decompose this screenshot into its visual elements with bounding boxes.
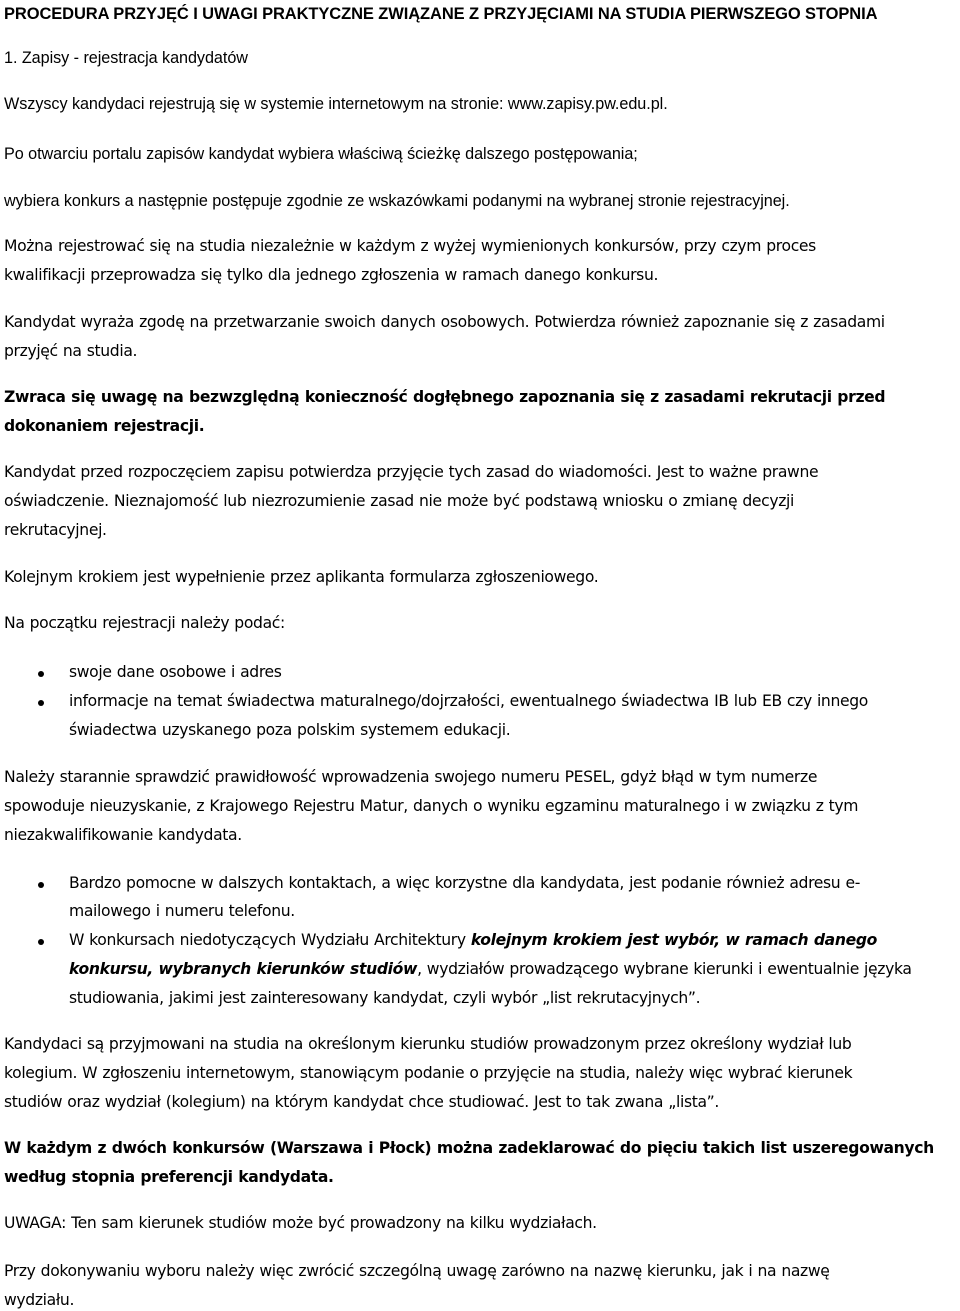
- paragraph-portal-line-1: Po otwarciu portalu zapisów kandydat wybiera właściwą ścieżkę dalszego postępowania;: [4, 145, 638, 163]
- paragraph-declaration-line-3: rekrutacyjnej.: [4, 521, 107, 539]
- paragraph-portal-line-2: wybiera konkurs a następnie postępuje zgodnie ze wskazówkami podanymi na wybranej stronie rejestracyjnej.: [4, 192, 790, 210]
- paragraph-declaration-line-2: oświadczenie. Nieznajomość lub niezrozumienie zasad nie może być podstawą wniosku o zmianę decyzji: [4, 492, 795, 510]
- paragraph-admission-line-1: Kandydaci są przyjmowani na studia na określonym kierunku studiów prowadzonym przez określony wydział lub: [4, 1035, 852, 1053]
- paragraph-pesel-line-1: Należy starannie sprawdzić prawidłowość wprowadzenia swojego numeru PESEL, gdyż błąd w tym numerze: [4, 768, 818, 786]
- paragraph-warning-line-2: dokonaniem rejestracji.: [4, 417, 205, 435]
- bullet-icon: [38, 939, 44, 945]
- paragraph-consent-line-2: przyjęć na studia.: [4, 342, 138, 360]
- paragraph-five-lists-line-2: według stopnia preferencji kandydata.: [4, 1168, 334, 1186]
- bullet-icon: [38, 882, 44, 888]
- list-item-contact-line-2: mailowego i numeru telefonu.: [69, 902, 295, 920]
- paragraph-registration-site: Wszyscy kandydaci rejestrują się w systemie internetowym na stronie: www.zapisy.pw.edu.pl.: [4, 95, 668, 113]
- paragraph-declaration-line-1: Kandydat przed rozpoczęciem zapisu potwierdza przyjęcie tych zasad do wiadomości. Jest to ważne prawne: [4, 463, 819, 481]
- paragraph-choice-attention-line-1: Przy dokonywaniu wyboru należy więc zwrócić szczególną uwagę zarówno na nazwę kierunku, jak i na nazwę: [4, 1262, 830, 1280]
- paragraph-warning-line-1: Zwraca się uwagę na bezwzględną konieczność dogłębnego zapoznania się z zasadami rekrutacji przed: [4, 388, 886, 406]
- paragraph-five-lists-line-1: W każdym z dwóch konkursów (Warszawa i Płock) można zadeklarować do pięciu takich list uszeregowanych: [4, 1139, 934, 1157]
- list-item-choice-line-1: [69, 933, 877, 949]
- paragraph-contests-line-1: Można rejestrować się na studia niezależnie w każdym z wyżej wymienionych konkursów, przy czym proces: [4, 237, 816, 255]
- paragraph-admission-line-2: kolegium. W zgłoszeniu internetowym, stanowiącym podanie o przyjęcie na studia, należy więc wybrać kierunek: [4, 1064, 853, 1082]
- paragraph-contests-line-2: kwalifikacji przeprowadza się tylko dla jednego zgłoszenia w ramach danego konkursu.: [4, 266, 659, 284]
- paragraph-notice: UWAGA: Ten sam kierunek studiów może być prowadzony na kilku wydziałach.: [4, 1214, 597, 1232]
- bullet-icon: [38, 671, 44, 677]
- document-title: PROCEDURA PRZYJĘĆ I UWAGI PRAKTYCZNE ZWIĄZANE Z PRZYJĘCIAMI NA STUDIA PIERWSZEGO STOPNIA: [4, 5, 878, 23]
- list-item-choice-line-2: [69, 962, 912, 978]
- paragraph-admission-line-3: studiów oraz wydział (kolegium) na którym kandydat chce studiować. Jest to tak zwana „lista”.: [4, 1093, 720, 1111]
- bullet-icon: [38, 700, 44, 706]
- list-item-choice-text: , wydziałów prowadzącego wybrane kierunki i ewentualnie języka: [417, 960, 912, 978]
- list-item-personal-data: swoje dane osobowe i adres: [69, 663, 282, 681]
- list-item-choice-text: W konkursach niedotyczących Wydziału Architektury: [69, 931, 471, 949]
- list-item-certificate-line-2: świadectwa uzyskanego poza polskim systemem edukacji.: [69, 721, 511, 739]
- paragraph-required-info: Na początku rejestracji należy podać:: [4, 614, 285, 632]
- list-item-choice-emphasis: konkursu, wybranych kierunków studiów: [69, 960, 418, 978]
- paragraph-choice-attention-line-2: wydziału.: [4, 1291, 75, 1309]
- paragraph-pesel-line-3: niezakwalifikowanie kandydata.: [4, 826, 242, 844]
- list-item-contact-line-1: Bardzo pomocne w dalszych kontaktach, a więc korzystne dla kandydata, jest podanie również adresu e-: [69, 874, 860, 892]
- section-heading: 1. Zapisy - rejestracja kandydatów: [4, 49, 248, 67]
- list-item-certificate-line-1: informacje na temat świadectwa maturalnego/dojrzałości, ewentualnego świadectwa IB lub EB czy innego: [69, 692, 868, 710]
- paragraph-consent-line-1: Kandydat wyraża zgodę na przetwarzanie swoich danych osobowych. Potwierdza również zapoznanie się z zasadami: [4, 313, 885, 331]
- list-item-choice-line-3: studiowania, jakimi jest zainteresowany kandydat, czyli wybór „list rekrutacyjnych”.: [69, 989, 701, 1007]
- list-item-choice-emphasis: kolejnym krokiem jest wybór, w ramach danego: [470, 931, 878, 949]
- paragraph-pesel-line-2: spowoduje nieuzyskanie, z Krajowego Rejestru Matur, danych o wyniku egzaminu maturalnego i w związku z tym: [4, 797, 859, 815]
- paragraph-form-step: Kolejnym krokiem jest wypełnienie przez aplikanta formularza zgłoszeniowego.: [4, 568, 599, 586]
